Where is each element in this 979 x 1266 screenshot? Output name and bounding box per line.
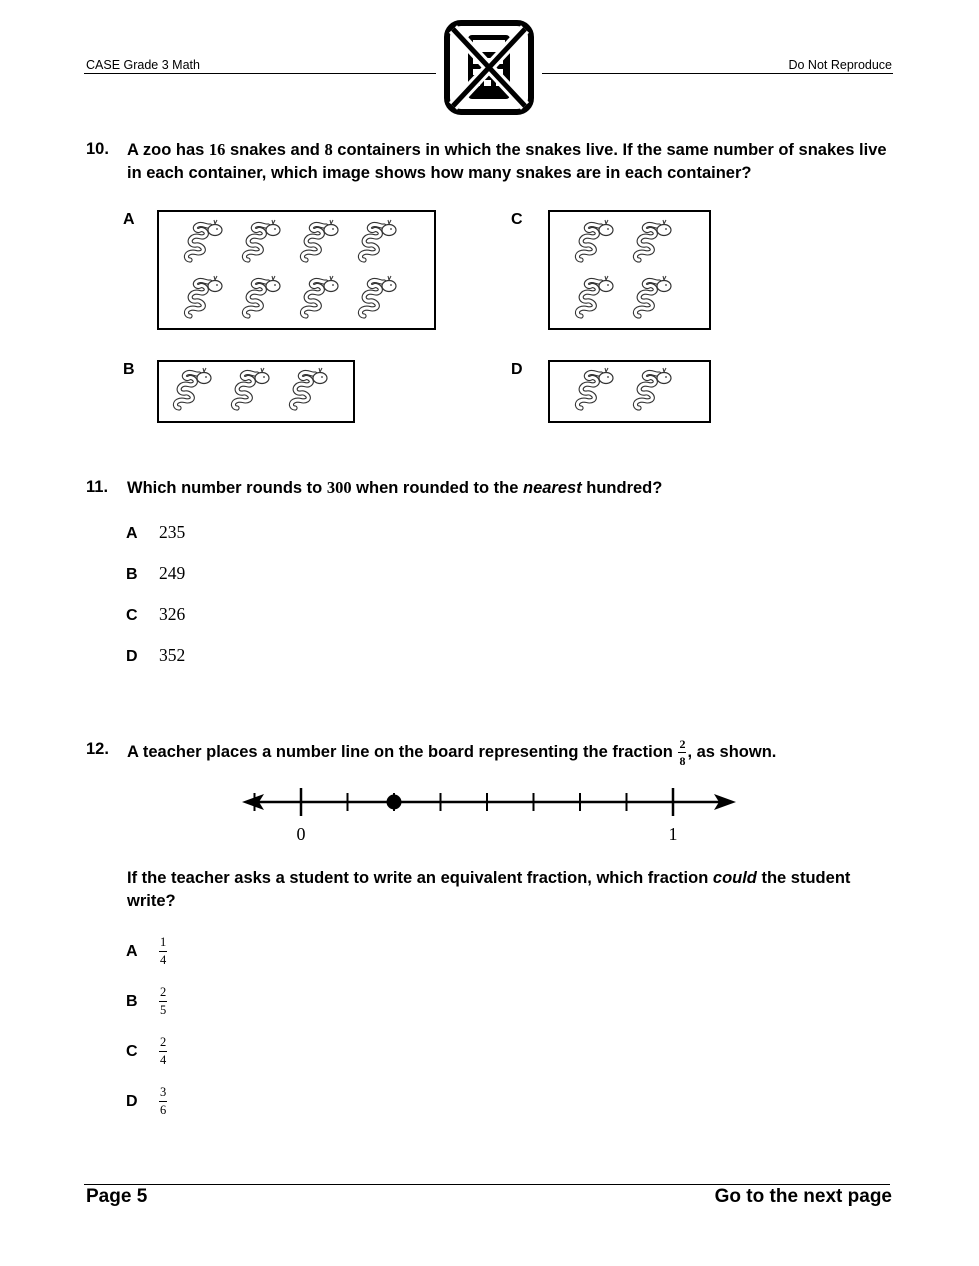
option-label: C: [511, 211, 523, 228]
fraction: $\frac{2}{8}$: [679, 737, 686, 768]
next-page-notice: Go to the next page: [714, 1186, 892, 1207]
fraction: $\frac{2}{4}$: [160, 1035, 167, 1067]
question-number: 11.: [86, 478, 109, 496]
number-line-point: [387, 795, 402, 810]
question-number: 10.: [86, 140, 109, 158]
footer-rule: [84, 1184, 890, 1185]
header-left-title: CASE Grade 3 Math: [86, 58, 200, 72]
answer-choice-a[interactable]: [157, 210, 436, 330]
fraction: $\frac{2}{5}$: [160, 985, 167, 1017]
fraction: $\frac{3}{6}$: [160, 1085, 167, 1117]
option-label: D: [511, 361, 523, 378]
tick-label-0: 0: [296, 824, 306, 844]
tick-label-1: 1: [668, 824, 678, 844]
question-text: A zoo has 16 snakes and 8 containers in which the snakes live. If the same number of snakes live in each container, which image shows how many snakes are in each container?: [127, 140, 887, 182]
snake-group-icon: [159, 212, 434, 328]
question-number: 12.: [86, 740, 109, 758]
number-line: [240, 785, 740, 847]
question-text: If the teacher asks a student to write an equivalent fraction, which fraction could the student write?: [127, 869, 851, 910]
snake-group-icon: [159, 362, 353, 421]
snake-group-icon: [550, 212, 709, 328]
header-rule-left: [84, 73, 436, 74]
header-rule-right: [542, 73, 893, 74]
snake-group-icon: [550, 362, 709, 421]
option-label: B: [123, 361, 135, 378]
fraction: $\frac{1}{4}$: [160, 935, 167, 967]
no-calculator-icon: [443, 19, 535, 116]
page-number: Page 5: [86, 1186, 148, 1207]
answer-choice-d[interactable]: [548, 360, 711, 423]
header-right-notice: Do Not Reproduce: [788, 58, 892, 72]
question-text: Which number rounds to 300 when rounded to the nearest hundred?: [127, 478, 663, 497]
option-label: A: [123, 211, 135, 228]
question-text: A teacher places a number line on the board representing the fraction $\frac{2}{8}$ , as shown.: [127, 737, 777, 768]
answer-choice-b[interactable]: [157, 360, 355, 423]
answer-choice-c[interactable]: [548, 210, 711, 330]
